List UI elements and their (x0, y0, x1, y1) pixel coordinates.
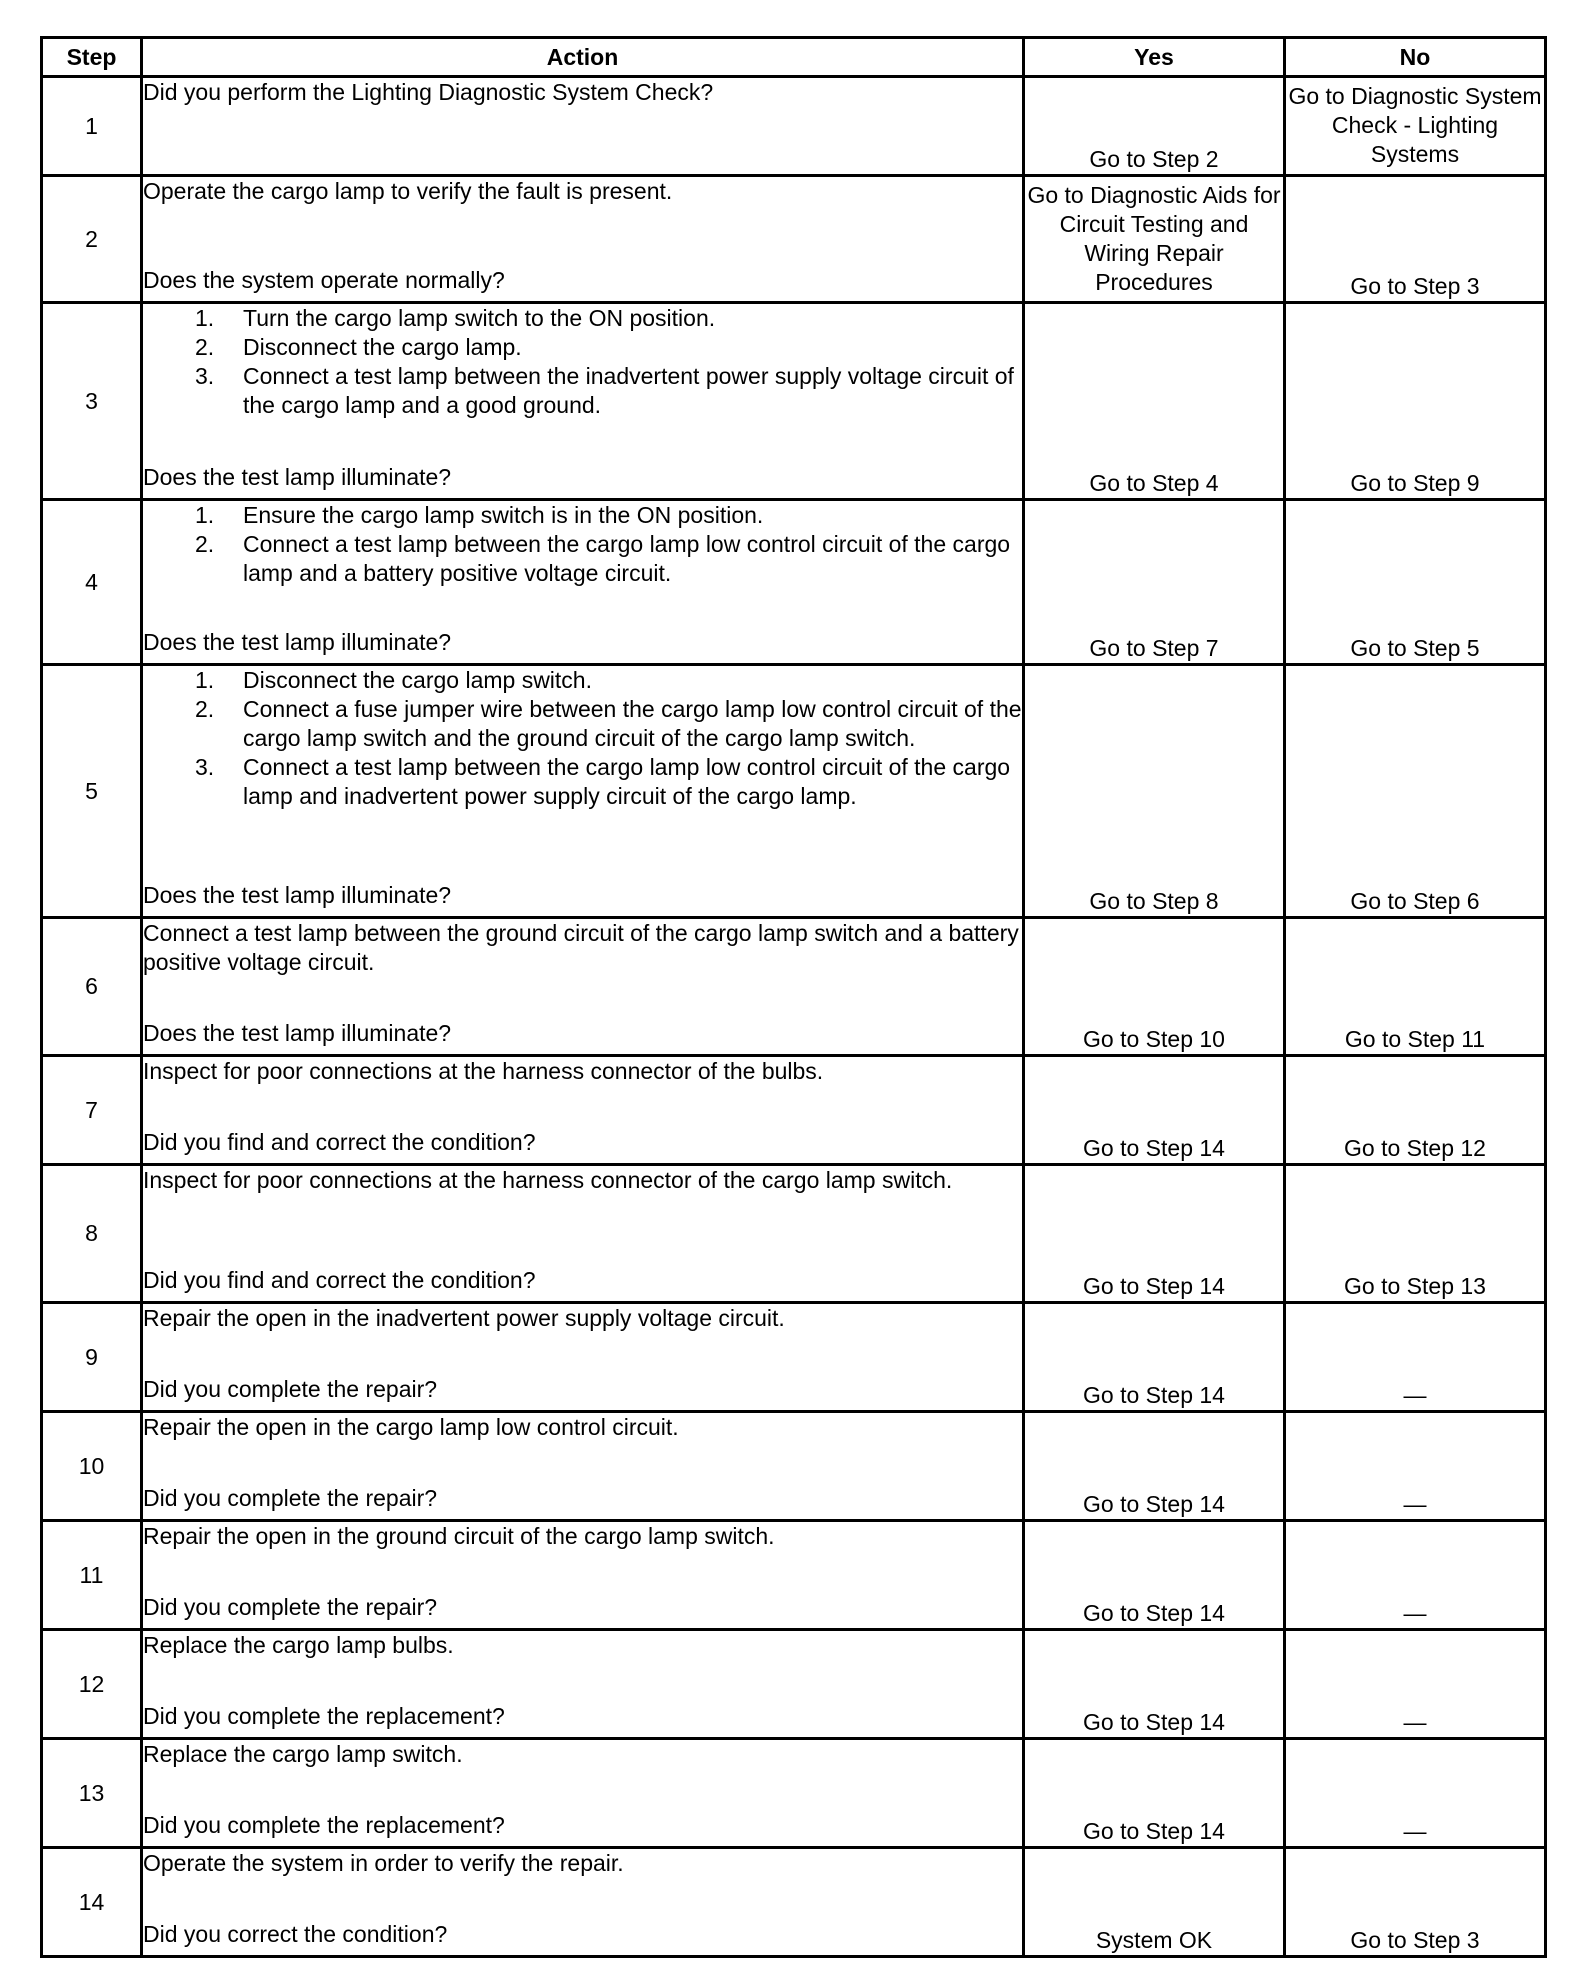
action-body (143, 1057, 1022, 1086)
action-question: Does the system operate normally? (143, 267, 505, 293)
action-steps-list (143, 501, 1022, 588)
list-item-text: Connect a test lamp between the inadvertent power supply voltage circuit of the cargo lamp and a good ground. (243, 363, 1014, 418)
no-result: Go to Diagnostic System Check - Lighting Systems (1285, 77, 1546, 176)
header-no: No (1285, 38, 1546, 77)
action-text: Operate the cargo lamp to verify the fault is present. (143, 178, 673, 204)
action-text: Connect a test lamp between the ground circuit of the cargo lamp switch and a battery positive voltage circuit. (143, 920, 1019, 975)
action-body (143, 1631, 1022, 1660)
action-cell (142, 77, 1024, 176)
action-text: Inspect for poor connections at the harness connector of the cargo lamp switch. (143, 1167, 953, 1193)
no-result: — (1285, 1630, 1546, 1739)
action-cell (142, 1303, 1024, 1412)
list-item-text: Disconnect the cargo lamp. (243, 334, 522, 360)
action-steps-list (143, 304, 1022, 420)
step-number: 2 (42, 176, 142, 303)
list-item (143, 695, 1022, 753)
action-cell (142, 1412, 1024, 1521)
table-row (42, 1412, 1546, 1521)
table-row (42, 1056, 1546, 1165)
yes-result: Go to Step 4 (1024, 303, 1285, 500)
list-item (143, 530, 1022, 588)
list-item-number: 3. (195, 363, 215, 389)
table-row (42, 1848, 1546, 1957)
step-number: 5 (42, 665, 142, 918)
action-cell (142, 665, 1024, 918)
step-number: 4 (42, 500, 142, 665)
yes-result: Go to Step 14 (1024, 1521, 1285, 1630)
no-result: — (1285, 1412, 1546, 1521)
step-number: 12 (42, 1630, 142, 1739)
table-row (42, 303, 1546, 500)
step-number: 13 (42, 1739, 142, 1848)
action-body (143, 1304, 1022, 1333)
action-cell (142, 176, 1024, 303)
table-row (42, 500, 1546, 665)
action-body (143, 304, 1022, 420)
step-number: 11 (42, 1521, 142, 1630)
action-text: Repair the open in the inadvertent power supply voltage circuit. (143, 1305, 785, 1331)
list-item-number: 1. (195, 305, 215, 331)
action-body (143, 1522, 1022, 1551)
no-result: Go to Step 11 (1285, 918, 1546, 1056)
no-result: — (1285, 1303, 1546, 1412)
list-item (143, 333, 1022, 362)
action-question: Did you complete the replacement? (143, 1703, 505, 1729)
step-number: 7 (42, 1056, 142, 1165)
list-item-text: Turn the cargo lamp switch to the ON position. (243, 305, 716, 331)
action-question: Did you find and correct the condition? (143, 1267, 536, 1293)
list-item-number: 2. (195, 531, 215, 557)
no-result: — (1285, 1521, 1546, 1630)
no-result: Go to Step 3 (1285, 176, 1546, 303)
header-yes: Yes (1024, 38, 1285, 77)
action-question: Does the test lamp illuminate? (143, 882, 452, 908)
action-cell (142, 1630, 1024, 1739)
table-row (42, 1165, 1546, 1303)
list-item-text: Ensure the cargo lamp switch is in the ON position. (243, 502, 764, 528)
action-body (143, 1166, 1022, 1195)
list-item-text: Connect a test lamp between the cargo lamp low control circuit of the cargo lamp and inadvertent power supply circuit of the cargo lamp. (243, 754, 1011, 809)
action-text: Inspect for poor connections at the harness connector of the bulbs. (143, 1058, 824, 1084)
action-question: Did you correct the condition? (143, 1921, 448, 1947)
action-text: Operate the system in order to verify the repair. (143, 1850, 624, 1876)
action-cell (142, 1848, 1024, 1957)
action-body (143, 78, 1022, 107)
step-number: 14 (42, 1848, 142, 1957)
step-number: 6 (42, 918, 142, 1056)
table-row (42, 665, 1546, 918)
no-result: Go to Step 6 (1285, 665, 1546, 918)
step-number: 9 (42, 1303, 142, 1412)
yes-result: Go to Step 8 (1024, 665, 1285, 918)
list-item-text: Connect a fuse jumper wire between the cargo lamp low control circuit of the cargo lamp switch and the ground circuit of the cargo lamp switch. (243, 696, 1022, 751)
action-cell (142, 500, 1024, 665)
table-row (42, 1521, 1546, 1630)
action-text: Repair the open in the ground circuit of the cargo lamp switch. (143, 1523, 775, 1549)
yes-result: System OK (1024, 1848, 1285, 1957)
action-cell (142, 1739, 1024, 1848)
action-body (143, 666, 1022, 811)
table-row (42, 1303, 1546, 1412)
no-result: Go to Step 13 (1285, 1165, 1546, 1303)
table-header-row (42, 38, 1546, 77)
list-item-text: Connect a test lamp between the cargo lamp low control circuit of the cargo lamp and a battery positive voltage circuit. (243, 531, 1011, 586)
action-cell (142, 303, 1024, 500)
step-number: 3 (42, 303, 142, 500)
yes-result: Go to Step 14 (1024, 1056, 1285, 1165)
list-item-number: 3. (195, 754, 215, 780)
action-text: Did you perform the Lighting Diagnostic System Check? (143, 79, 714, 105)
yes-result: Go to Step 14 (1024, 1412, 1285, 1521)
table-row (42, 1739, 1546, 1848)
action-body (143, 1413, 1022, 1442)
table-row (42, 1630, 1546, 1739)
list-item-text: Disconnect the cargo lamp switch. (243, 667, 592, 693)
list-item-number: 1. (195, 667, 215, 693)
action-body (143, 501, 1022, 588)
step-number: 10 (42, 1412, 142, 1521)
header-action: Action (142, 38, 1024, 77)
list-item-number: 2. (195, 696, 215, 722)
action-body (143, 177, 1022, 206)
list-item (143, 362, 1022, 420)
list-item-number: 2. (195, 334, 215, 360)
table-row (42, 918, 1546, 1056)
action-body (143, 919, 1022, 977)
yes-result: Go to Step 14 (1024, 1165, 1285, 1303)
step-number: 8 (42, 1165, 142, 1303)
action-text: Repair the open in the cargo lamp low control circuit. (143, 1414, 679, 1440)
action-cell (142, 1521, 1024, 1630)
table-row (42, 77, 1546, 176)
action-cell (142, 1165, 1024, 1303)
action-text: Replace the cargo lamp switch. (143, 1741, 463, 1767)
action-question: Did you complete the repair? (143, 1594, 438, 1620)
diagnostic-table (40, 36, 1547, 1958)
yes-result: Go to Step 10 (1024, 918, 1285, 1056)
action-question: Did you find and correct the condition? (143, 1129, 536, 1155)
no-result: — (1285, 1739, 1546, 1848)
no-result: Go to Step 5 (1285, 500, 1546, 665)
yes-result: Go to Step 14 (1024, 1630, 1285, 1739)
action-question: Does the test lamp illuminate? (143, 1020, 452, 1046)
table-row (42, 176, 1546, 303)
list-item (143, 753, 1022, 811)
list-item-number: 1. (195, 502, 215, 528)
list-item (143, 304, 1022, 333)
action-question: Does the test lamp illuminate? (143, 629, 452, 655)
yes-result: Go to Step 14 (1024, 1739, 1285, 1848)
header-step: Step (42, 38, 142, 77)
action-steps-list (143, 666, 1022, 811)
yes-result: Go to Step 2 (1024, 77, 1285, 176)
action-question: Does the test lamp illuminate? (143, 464, 452, 490)
list-item (143, 666, 1022, 695)
yes-result: Go to Step 14 (1024, 1303, 1285, 1412)
yes-result: Go to Diagnostic Aids for Circuit Testing and Wiring Repair Procedures (1024, 176, 1285, 303)
yes-result: Go to Step 7 (1024, 500, 1285, 665)
action-cell (142, 1056, 1024, 1165)
step-number: 1 (42, 77, 142, 176)
no-result: Go to Step 3 (1285, 1848, 1546, 1957)
action-cell (142, 918, 1024, 1056)
action-body (143, 1740, 1022, 1769)
no-result: Go to Step 12 (1285, 1056, 1546, 1165)
action-body (143, 1849, 1022, 1878)
action-question: Did you complete the repair? (143, 1485, 438, 1511)
no-result: Go to Step 9 (1285, 303, 1546, 500)
action-question: Did you complete the replacement? (143, 1812, 505, 1838)
action-question: Did you complete the repair? (143, 1376, 438, 1402)
list-item (143, 501, 1022, 530)
action-text: Replace the cargo lamp bulbs. (143, 1632, 454, 1658)
